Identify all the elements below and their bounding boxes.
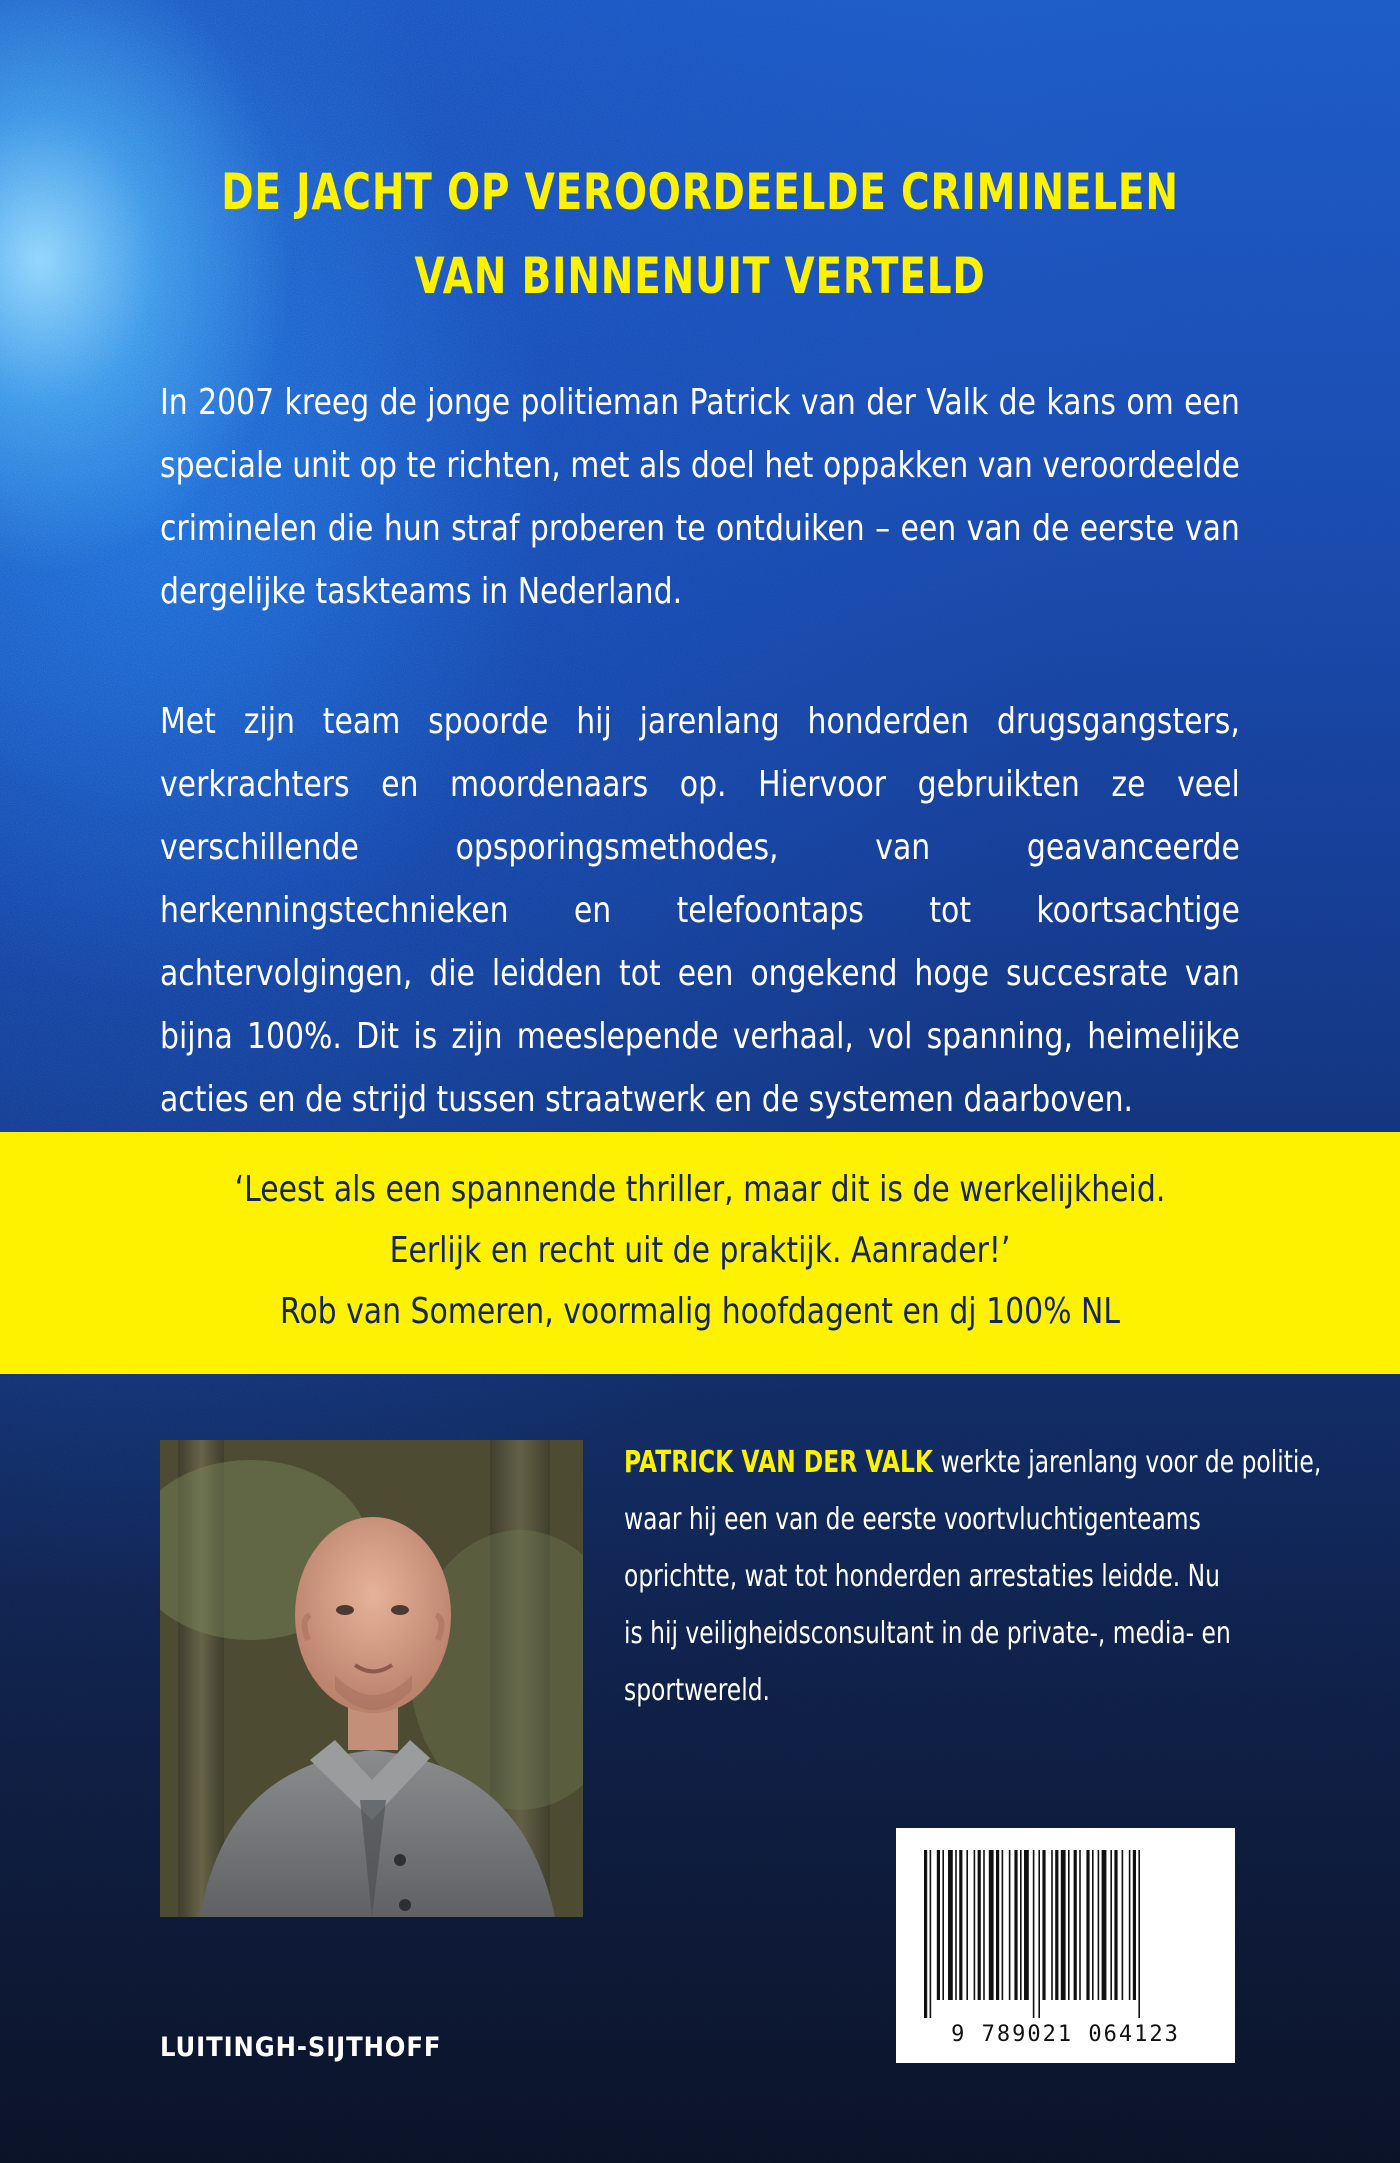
barcode-bar	[1086, 1850, 1089, 2000]
barcode-bar	[1138, 1850, 1140, 2018]
barcode-bar	[1038, 1850, 1040, 2018]
barcode-bar	[1061, 1850, 1066, 2000]
barcode-bar	[1002, 1850, 1004, 2000]
barcode-bar	[978, 1850, 981, 2000]
barcode-bar	[942, 1850, 944, 2000]
author-photo	[160, 1440, 583, 1917]
author-bio-line-3: oprichtte, wat tot honderden arrestaties leidde. Nu	[624, 1559, 1220, 1594]
barcode-digits: 9 789021 064123	[951, 2022, 1180, 2047]
barcode-bar	[1024, 1850, 1029, 2000]
barcode-bar	[1092, 1850, 1094, 2000]
barcode-bar	[1051, 1850, 1053, 2000]
author-bio-line-5: sportwereld.	[624, 1673, 770, 1708]
quote-attribution: Rob van Someren, voormalig hoofdagent en dj 100% NL	[279, 1291, 1121, 1332]
headline-line-2: VAN BINNENUIT VERTELD	[414, 247, 986, 305]
author-portrait-illustration	[160, 1440, 583, 1917]
barcode-bar	[1079, 1850, 1081, 2000]
barcode-bar	[1114, 1850, 1117, 2000]
author-bio-line-1	[624, 1434, 1342, 1491]
barcode-bar	[1068, 1850, 1070, 2000]
author-name: PATRICK VAN DER VALK	[624, 1445, 934, 1480]
barcode-bar	[983, 1850, 985, 2000]
author-bio-text-1: werkte jarenlang voor de politie,	[933, 1445, 1322, 1480]
barcode-bar	[1009, 1850, 1011, 2000]
barcode-bar	[1122, 1850, 1124, 2000]
quote-band	[0, 1132, 1400, 1374]
barcode-bar	[996, 1850, 999, 2000]
barcode-bar	[1102, 1850, 1107, 2000]
barcode-bar	[1098, 1850, 1100, 2000]
barcode-bar	[1014, 1850, 1017, 2000]
barcode-bar	[966, 1850, 968, 2000]
barcode-bar	[1129, 1850, 1131, 2000]
barcode-bar	[924, 1850, 927, 2018]
barcode-bar	[974, 1850, 976, 2000]
barcode-bar	[1133, 1850, 1136, 2000]
barcode-bar	[1074, 1850, 1077, 2000]
barcode-bar	[955, 1850, 957, 2000]
headline	[154, 150, 1246, 318]
barcode-bar	[1020, 1850, 1022, 2000]
barcode-bar	[1055, 1850, 1058, 2000]
barcode-bar	[1042, 1850, 1045, 2000]
barcode-bar	[1110, 1850, 1112, 2000]
author-bio	[624, 1434, 1342, 1719]
quote-line-1: ‘Leest als een spannende thriller, maar dit is de werkelijkheid.	[234, 1169, 1166, 1210]
intro-paragraph-2: Met zijn team spoorde hij jarenlang honderden drugsgangsters, verkrachters en moordenaars op. Hiervoor gebruikten ze veel verschillende opsporingsmethodes, van geavanceerde herkenningstechnieken en telefoontaps tot koortsachtige achtervolgingen, die leidden tot een ongekend hoge succesrate van bijna 100%. Dit is zijn meeslepende verhaal, vol spanning, heimelijke acties en de strijd tussen straatwerk en de systemen daarboven.	[160, 701, 1240, 1120]
publisher-logo: LUITINGH-SIJTHOFF	[160, 2032, 442, 2063]
barcode-bar	[948, 1850, 953, 2000]
headline-line-1: DE JACHT OP VEROORDEELDE CRIMINELEN	[221, 163, 1179, 221]
barcode-bar	[937, 1850, 940, 2000]
isbn-barcode	[896, 1828, 1235, 2063]
author-bio-line-4: is hij veiligheidsconsultant in de private-, media- en	[624, 1616, 1231, 1651]
quote-line-2: Eerlijk en recht uit de praktijk. Aanrader!’	[389, 1230, 1011, 1271]
intro-paragraph-1: In 2007 kreeg de jonge politieman Patrick van der Valk de kans om een speciale unit op te richten, met als doel het oppakken van veroordeelde criminelen die hun straf proberen te ontduiken – een van de eerste van dergelijke taskteams in Nederland.	[160, 382, 1240, 612]
barcode-bar	[989, 1850, 994, 2000]
barcode-bar	[959, 1850, 962, 2000]
author-bio-line-2: waar hij een van de eerste voortvluchtigenteams	[624, 1502, 1201, 1537]
barcode-bar	[1033, 1850, 1035, 2018]
barcode-bar	[930, 1850, 932, 2018]
quote-block	[119, 1159, 1281, 1342]
